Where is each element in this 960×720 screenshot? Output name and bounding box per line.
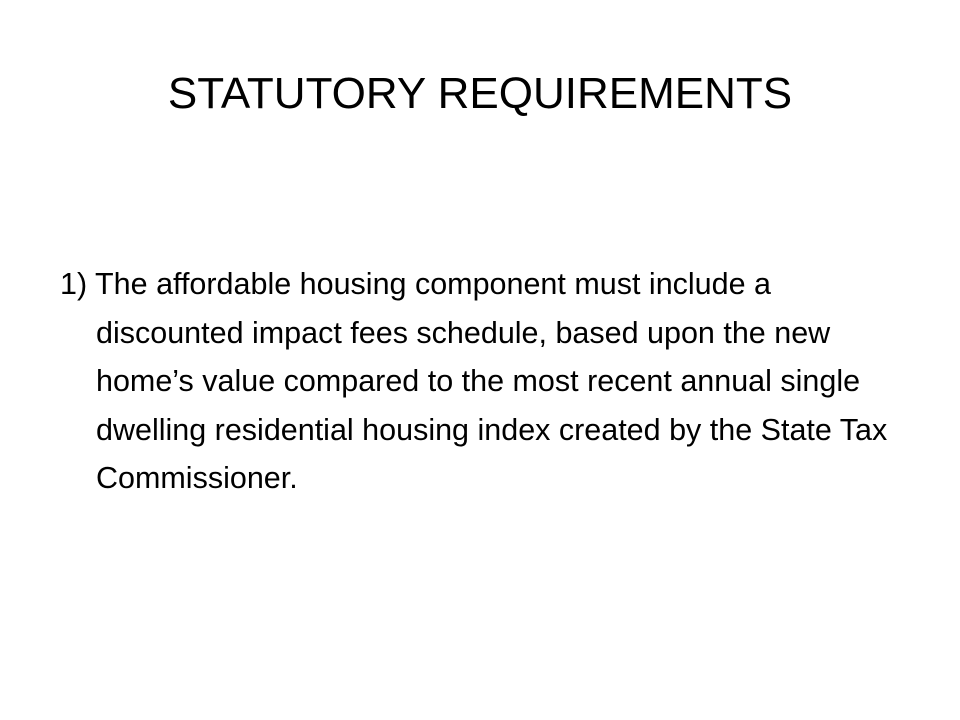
slide-body: [60, 260, 900, 503]
slide-title: STATUTORY REQUIREMENTS: [167, 69, 793, 118]
body-item-1: 1) The affordable housing component must include a discounted impact fees schedule, based upon the new home’s value compared to the most recent annual single dwelling residential housing index created by the State Tax Commissioner.: [60, 267, 888, 495]
